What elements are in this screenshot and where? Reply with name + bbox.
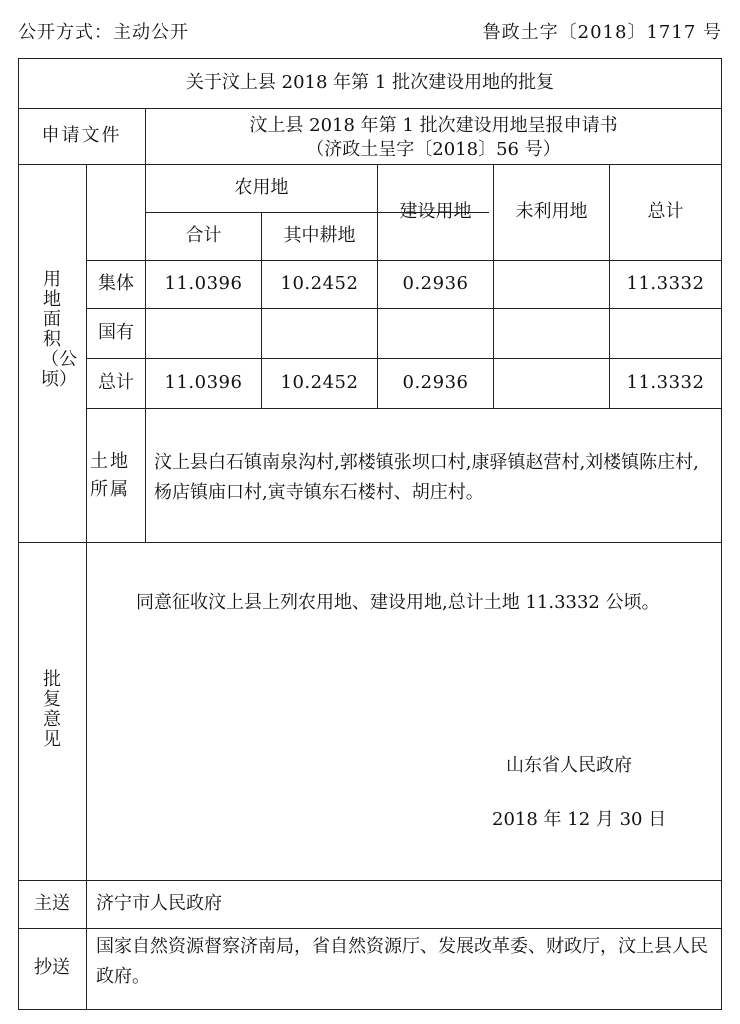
rule-row-collective bbox=[86, 308, 722, 309]
row-label-state: 国有 bbox=[98, 322, 134, 343]
cell-total-construction: 0.2936 bbox=[402, 372, 469, 393]
ownership-label: 土地所属 bbox=[90, 451, 130, 500]
cc-label: 抄送 bbox=[34, 957, 70, 978]
border-bottom bbox=[18, 1009, 722, 1010]
row-label-total: 总计 bbox=[98, 372, 134, 393]
rule-row-total bbox=[86, 408, 722, 409]
rule-table-header bbox=[86, 260, 722, 261]
row-label-collective: 集体 bbox=[98, 273, 134, 294]
send-to-value: 济宁市人民政府 bbox=[96, 893, 222, 914]
rule-land-area bbox=[18, 542, 722, 543]
document-number: 鲁政土字〔2018〕1717 号 bbox=[482, 22, 722, 43]
send-to-label: 主送 bbox=[34, 893, 70, 914]
header-subtotal: 合计 bbox=[185, 225, 222, 246]
approval-form bbox=[18, 58, 722, 1010]
approval-text: 同意征收汶上县上列农用地、建设用地,总计土地 11.3332 公顷。 bbox=[136, 592, 660, 613]
cell-total-cultivated: 10.2452 bbox=[280, 372, 359, 393]
rule-row-state bbox=[86, 358, 722, 359]
border-right bbox=[721, 58, 722, 1010]
cell-collective-construction: 0.2936 bbox=[402, 273, 469, 294]
rule-title bbox=[18, 108, 722, 109]
disclosure-mode: 公开方式：主动公开 bbox=[18, 22, 189, 43]
border-top bbox=[18, 58, 722, 59]
approval-date: 2018 年 12 月 30 日 bbox=[492, 809, 667, 830]
cell-collective-cultivated: 10.2452 bbox=[280, 273, 359, 294]
application-line2: （济政土呈字〔2018〕56 号） bbox=[306, 139, 561, 160]
header-total: 总计 bbox=[647, 201, 684, 222]
rule-application bbox=[18, 164, 722, 165]
approval-issuer: 山东省人民政府 bbox=[506, 755, 632, 776]
header-cultivated: 其中耕地 bbox=[283, 225, 356, 246]
rule-approval bbox=[18, 880, 722, 881]
cell-total-total: 11.3332 bbox=[626, 372, 705, 393]
document-title: 关于汶上县 2018 年第 1 批次建设用地的批复 bbox=[185, 72, 555, 93]
header-construction: 建设用地 bbox=[399, 201, 472, 222]
land-area-label: 用地面积（公顷） bbox=[41, 269, 77, 390]
cc-value: 国家自然资源督察济南局，省自然资源厅、发展改革委、财政厅，汶上县人民政府。 bbox=[96, 936, 708, 987]
header-farmland: 农用地 bbox=[234, 177, 289, 198]
rule-rowlabel-col bbox=[145, 164, 146, 542]
rule-send-to bbox=[18, 928, 722, 929]
cell-collective-subtotal: 11.0396 bbox=[164, 273, 243, 294]
approval-label: 批复意见 bbox=[43, 669, 61, 750]
border-left bbox=[18, 58, 19, 1010]
header-unused: 未利用地 bbox=[515, 201, 588, 222]
cell-collective-total: 11.3332 bbox=[626, 273, 705, 294]
rule-footer-label-col bbox=[86, 880, 87, 1010]
application-line1: 汶上县 2018 年第 1 批次建设用地呈报申请书 bbox=[249, 115, 618, 136]
cell-total-subtotal: 11.0396 bbox=[164, 372, 243, 393]
application-label: 申请文件 bbox=[41, 125, 122, 146]
ownership-text: 汶上县白石镇南泉沟村,郭楼镇张坝口村,康驿镇赵营村,刘楼镇陈庄村,杨店镇庙口村,寅寺镇东石楼村、胡庄村。 bbox=[154, 452, 699, 503]
